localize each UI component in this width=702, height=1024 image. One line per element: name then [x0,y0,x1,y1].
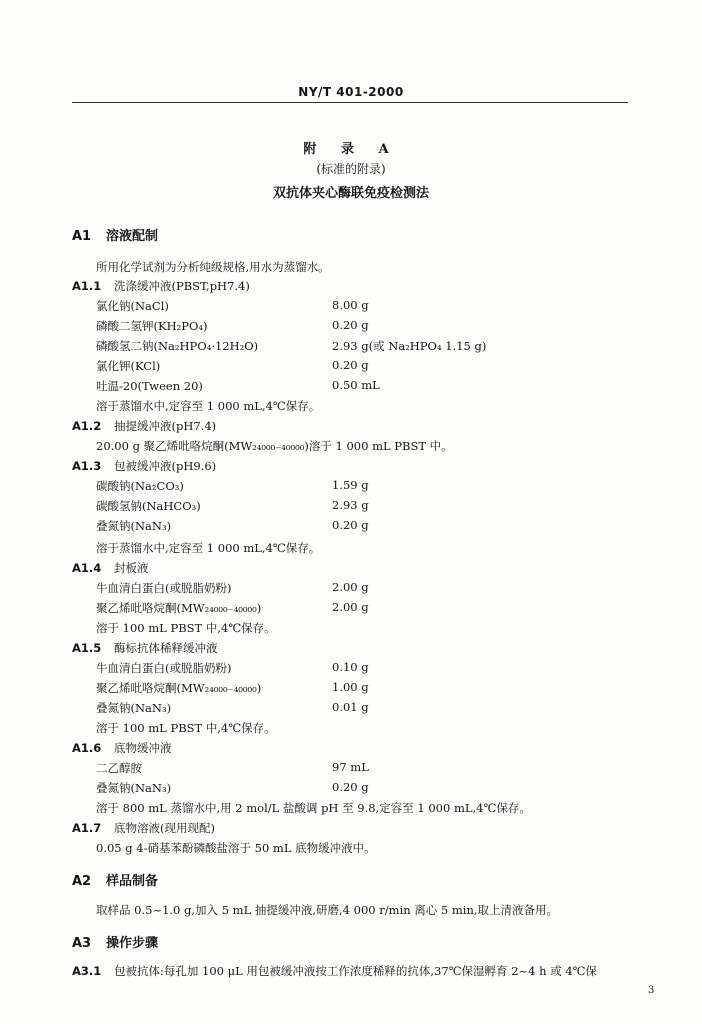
paragraph: 包被抗体:每孔加 100 μL 用包被缓冲液按工作浓度稀释的抗体,37℃保湿孵育 2~4 h 或 4℃保 [114,964,598,978]
reagent-amount: 0.01 g [332,700,369,714]
subsection-a1-6 [72,740,172,756]
subsection-number: A1.4 [72,561,102,575]
storage-note: 溶于 100 mL PBST 中,4℃保存。 [96,721,276,735]
subsection-number: A1.3 [72,459,102,473]
subsection-a1-1 [72,278,250,294]
reagent-name: 磷酸氢二钠(Na₂HPO₄·12H₂O) [96,339,259,353]
section-a1 [72,225,158,244]
subsection-title: 酶标抗体稀释缓冲液 [114,641,218,655]
reagent-name: 氯化钠(NaCl) [96,299,169,313]
reagent-name: 叠氮钠(NaN₃) [96,781,172,795]
reagent-name: 氯化钾(KCl) [96,359,161,373]
paragraph: 0.05 g 4-硝基苯酚磷酸盐溶于 50 mL 底物缓冲液中。 [96,841,376,855]
appendix-heading: 双抗体夹心酶联免疫检测法 [272,186,429,201]
subsection-title: 洗涤缓冲液(PBST,pH7.4) [114,279,250,293]
subsection-number: A1.1 [72,279,102,293]
paragraph: 取样品 0.5~1.0 g,加入 5 mL 抽提缓冲液,研磨,4 000 r/min 离心 5 min,取上清液备用。 [96,903,559,917]
reagent-amount: 2.00 g [332,600,369,614]
reagent-amount: 2.00 g [332,580,369,594]
reagent-name: 牛血清白蛋白(或脱脂奶粉) [96,661,232,675]
reagent-name: 吐温-20(Tween 20) [96,379,203,393]
subsection-title: 底物缓冲液 [114,741,172,755]
section-title: 溶液配制 [106,229,159,244]
paragraph: 20.00 g 聚乙烯吡咯烷酮(MW₂₄₀₀₀₋₄₀₀₀₀)溶于 1 000 mL PBST 中。 [96,439,453,453]
reagent-amount: 2.93 g(或 Na₂HPO₄ 1.15 g) [332,339,487,353]
reagent-amount: 0.20 g [332,518,369,532]
reagent-amount: 0.20 g [332,318,369,332]
section-number: A1 [72,229,92,244]
storage-note: 溶于蒸馏水中,定容至 1 000 mL,4℃保存。 [96,399,321,413]
reagent-name: 磷酸二氢钾(KH₂PO₄) [96,319,208,333]
reagent-amount: 0.20 g [332,358,369,372]
reagent-name: 聚乙烯吡咯烷酮(MW₂₄₀₀₀₋₄₀₀₀₀) [96,681,262,695]
section-a3 [72,932,158,951]
header-rule [72,102,628,103]
reagent-amount: 2.93 g [332,498,369,512]
reagent-name: 二乙醇胺 [96,761,142,775]
subsection-title: 包被缓冲液(pH9.6) [114,459,217,473]
subsection-a1-2 [72,418,216,434]
section-title: 操作步骤 [106,936,159,951]
section-intro: 所用化学试剂为分析纯级规格,用水为蒸馏水。 [96,260,330,274]
reagent-name: 碳酸氢钠(NaHCO₃) [96,499,201,513]
storage-note: 溶于 100 mL PBST 中,4℃保存。 [96,621,276,635]
section-number: A3 [72,936,92,951]
reagent-name: 聚乙烯吡咯烷酮(MW₂₄₀₀₀₋₄₀₀₀₀) [96,601,262,615]
subsection-title: 抽提缓冲液(pH7.4) [114,419,217,433]
section-a2 [72,870,158,889]
page-number: 3 [648,985,655,996]
appendix-type: (标准的附录) [316,162,386,176]
storage-note: 溶于 800 mL 蒸馏水中,用 2 mol/L 盐酸调 pH 至 9.8,定容至 1 000 mL,4℃保存。 [96,801,531,815]
section-title: 样品制备 [106,874,159,889]
section-number: A2 [72,874,92,889]
subsection-number: A1.7 [72,821,102,835]
reagent-name: 叠氮钠(NaN₃) [96,701,172,715]
subsection-a1-7 [72,820,215,836]
subsection-number: A1.6 [72,741,102,755]
subsection-title: 封板液 [114,561,149,575]
subsection-number: A1.5 [72,641,102,655]
reagent-name: 叠氮钠(NaN₃) [96,519,172,533]
page-header: NY/T 401-2000 [298,85,404,99]
reagent-amount: 97 mL [332,760,369,774]
subsection-number: A3.1 [72,964,102,978]
reagent-name: 碳酸钠(Na₂CO₃) [96,479,184,493]
reagent-amount: 1.59 g [332,478,369,492]
subsection-a1-5 [72,640,218,656]
reagent-amount: 1.00 g [332,680,369,694]
reagent-amount: 0.10 g [332,660,369,674]
appendix-title: 附 录 A [303,142,399,157]
reagent-amount: 8.00 g [332,298,369,312]
subsection-a1-3 [72,458,216,474]
reagent-name: 牛血清白蛋白(或脱脂奶粉) [96,581,232,595]
subsection-a1-4 [72,560,149,576]
subsection-number: A1.2 [72,419,102,433]
subsection-title: 底物溶液(现用现配) [114,821,215,835]
storage-note: 溶于蒸馏水中,定容至 1 000 mL,4℃保存。 [96,541,321,555]
reagent-amount: 0.20 g [332,780,369,794]
reagent-amount: 0.50 mL [332,378,380,392]
subsection-a3-1 [72,963,597,979]
